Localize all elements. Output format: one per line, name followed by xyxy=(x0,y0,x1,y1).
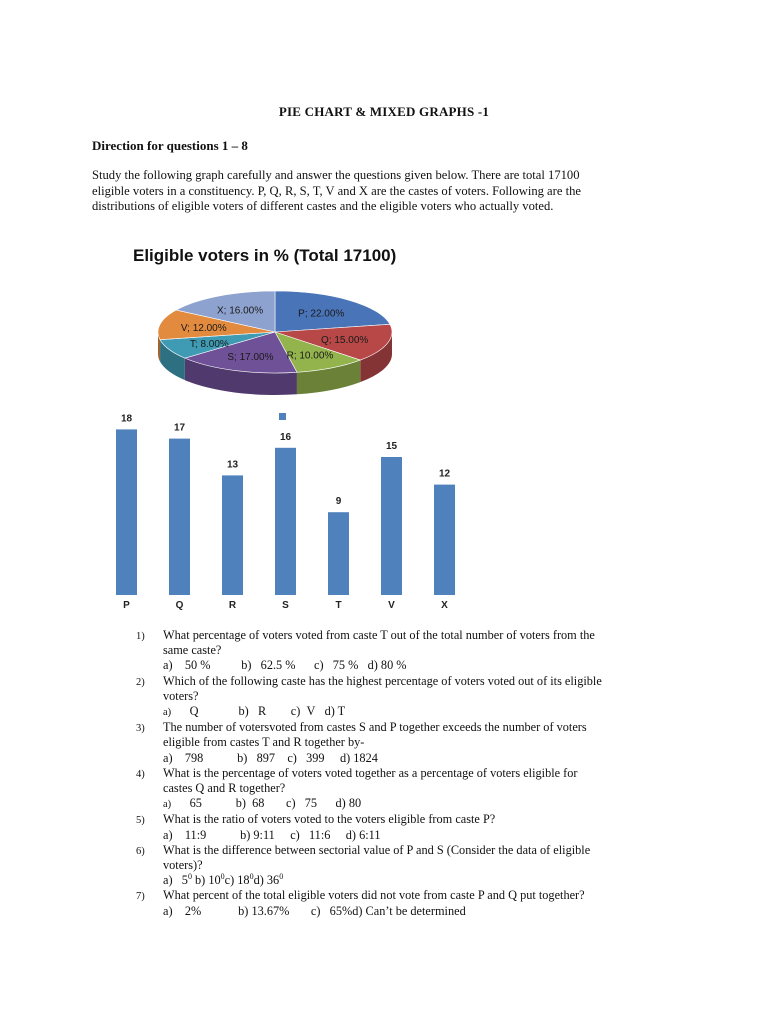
option-c: c) 11:6 xyxy=(290,827,331,842)
question-text: What is the ratio of voters voted to the voters eligible from caste P? xyxy=(163,812,496,827)
option-d: d) Can’t be determined xyxy=(352,903,466,918)
degree-symbol: 0 xyxy=(220,872,225,882)
option-b: b) 68 xyxy=(235,796,265,811)
bar-category-label: V xyxy=(388,600,395,611)
bar xyxy=(169,439,190,595)
question-number: 3) xyxy=(136,723,145,735)
option-c: c) V xyxy=(290,704,316,719)
bar xyxy=(328,512,349,595)
question-4 xyxy=(130,766,690,813)
question-text: The number of votersvoted from castes S and P together exceeds the number of voters xyxy=(163,720,587,735)
bar-data-label: 13 xyxy=(226,459,239,471)
question-text: What percent of the total eligible voters did not vote from caste P and Q put together? xyxy=(163,888,585,903)
question-options xyxy=(163,873,690,888)
option-b: b) 62.5 % xyxy=(241,658,296,673)
bar-data-label: 17 xyxy=(173,422,186,434)
option-d: d) 36 xyxy=(253,873,280,888)
option-d: d) 1824 xyxy=(339,750,378,765)
bar xyxy=(222,475,243,595)
question-text: voters)? xyxy=(163,858,203,873)
legend-marker xyxy=(279,413,286,420)
bar-data-label: 12 xyxy=(438,468,451,480)
question-options xyxy=(163,751,690,766)
question-5 xyxy=(130,812,690,842)
direction-heading: Direction for questions 1 – 8 xyxy=(92,138,248,153)
option-c: c) 18 xyxy=(224,873,250,888)
question-options xyxy=(163,658,690,673)
option-b: b) 9:11 xyxy=(240,827,275,842)
pie-chart-title: Eligible voters in % (Total 17100) xyxy=(133,246,397,265)
question-6 xyxy=(130,843,690,889)
option-a: a) 50 % xyxy=(163,658,211,673)
option-d: d) 80 xyxy=(335,796,362,811)
option-d: d) 80 % xyxy=(367,658,407,673)
question-options xyxy=(163,828,690,843)
option-a: 65 xyxy=(189,796,202,811)
pie-chart xyxy=(120,236,430,408)
pie-slice-label: V; 12.00% xyxy=(180,323,227,335)
degree-symbol: 0 xyxy=(187,872,192,882)
page-title: PIE CHART & MIXED GRAPHS -1 xyxy=(278,104,490,119)
option-b: b) R xyxy=(238,704,267,719)
option-a-label: a) xyxy=(163,707,172,719)
option-b: b) 897 xyxy=(237,750,276,765)
bar-chart-svg xyxy=(100,405,480,620)
option-c: c) 75 xyxy=(285,796,318,811)
bar-category-label: R xyxy=(228,600,237,611)
question-text: What is the difference between sectorial value of P and S (Consider the data of eligible xyxy=(163,842,591,857)
bar xyxy=(381,457,402,595)
bar-data-label: 9 xyxy=(335,496,342,508)
pie-slice-label: Q; 15.00% xyxy=(321,335,369,347)
bar xyxy=(275,448,296,595)
bar xyxy=(116,429,137,595)
question-2 xyxy=(130,674,690,721)
bar-data-label: 18 xyxy=(120,413,133,425)
bar-category-label: T xyxy=(335,600,342,611)
bar-category-label: S xyxy=(282,600,289,611)
option-a: a) 798 xyxy=(163,750,204,765)
question-text: castes Q and R together? xyxy=(163,781,286,796)
bar-category-label: P xyxy=(123,600,130,611)
question-text: voters? xyxy=(163,688,199,703)
intro-line: distributions of eligible voters of different castes and the eligible voters who actually voted. xyxy=(92,199,554,214)
question-number: 5) xyxy=(136,815,145,827)
intro-paragraph xyxy=(92,168,662,215)
degree-symbol: 0 xyxy=(279,872,284,882)
pie-slice-label: R; 10.00% xyxy=(286,350,334,362)
question-number: 1) xyxy=(136,631,145,642)
bar-category-label: Q xyxy=(175,600,184,611)
option-a: a) 11:9 xyxy=(163,827,207,842)
option-a: Q xyxy=(189,704,199,719)
questions-list xyxy=(130,628,690,919)
degree-symbol: 0 xyxy=(249,872,254,882)
question-text: Which of the following caste has the highest percentage of voters voted out of its eligible xyxy=(163,673,602,688)
question-text: What percentage of voters voted from caste T out of the total number of voters from the xyxy=(163,628,595,642)
question-options xyxy=(163,796,690,812)
option-d: d) T xyxy=(324,704,346,719)
question-number: 6) xyxy=(136,845,145,857)
option-d: d) 6:11 xyxy=(345,827,381,842)
question-1 xyxy=(130,628,690,674)
question-number: 7) xyxy=(136,891,145,903)
option-c: c) 399 xyxy=(287,750,325,765)
intro-line: eligible voters in a constituency. P, Q, R, S, T, V and X are the castes of voters. Following are the xyxy=(92,183,581,198)
option-c: c) 75 % xyxy=(313,658,359,673)
question-number: 4) xyxy=(136,768,145,780)
pie-slice-label: S; 17.00% xyxy=(227,351,274,363)
option-a-label: a) xyxy=(163,799,172,811)
question-text: eligible from castes T and R together by- xyxy=(163,735,365,750)
bar-category-label: X xyxy=(441,600,448,611)
intro-line: Study the following graph carefully and answer the questions given below. There are total 17100 xyxy=(92,168,580,182)
question-text: same caste? xyxy=(163,643,222,658)
bar-chart xyxy=(100,405,480,620)
pie-slice-label: X; 16.00% xyxy=(216,305,264,317)
bar xyxy=(434,485,455,595)
question-number: 2) xyxy=(136,676,145,688)
question-options xyxy=(163,904,690,919)
pie-slice-label: T; 8.00% xyxy=(189,338,229,350)
question-3 xyxy=(130,720,690,766)
option-b: b) 13.67% xyxy=(238,903,290,918)
pie-slice-label: P; 22.00% xyxy=(298,308,345,320)
bar-data-label: 15 xyxy=(385,441,398,452)
option-a: a) 2% xyxy=(163,903,202,918)
bar-data-label: 16 xyxy=(279,431,292,443)
question-options xyxy=(163,704,690,720)
option-a: a) 5 xyxy=(163,873,188,888)
question-7 xyxy=(130,888,690,918)
option-c: c) 65% xyxy=(310,903,353,918)
option-b: b) 10 xyxy=(195,873,221,888)
question-text: What is the percentage of voters voted together as a percentage of voters eligible for xyxy=(163,765,578,780)
